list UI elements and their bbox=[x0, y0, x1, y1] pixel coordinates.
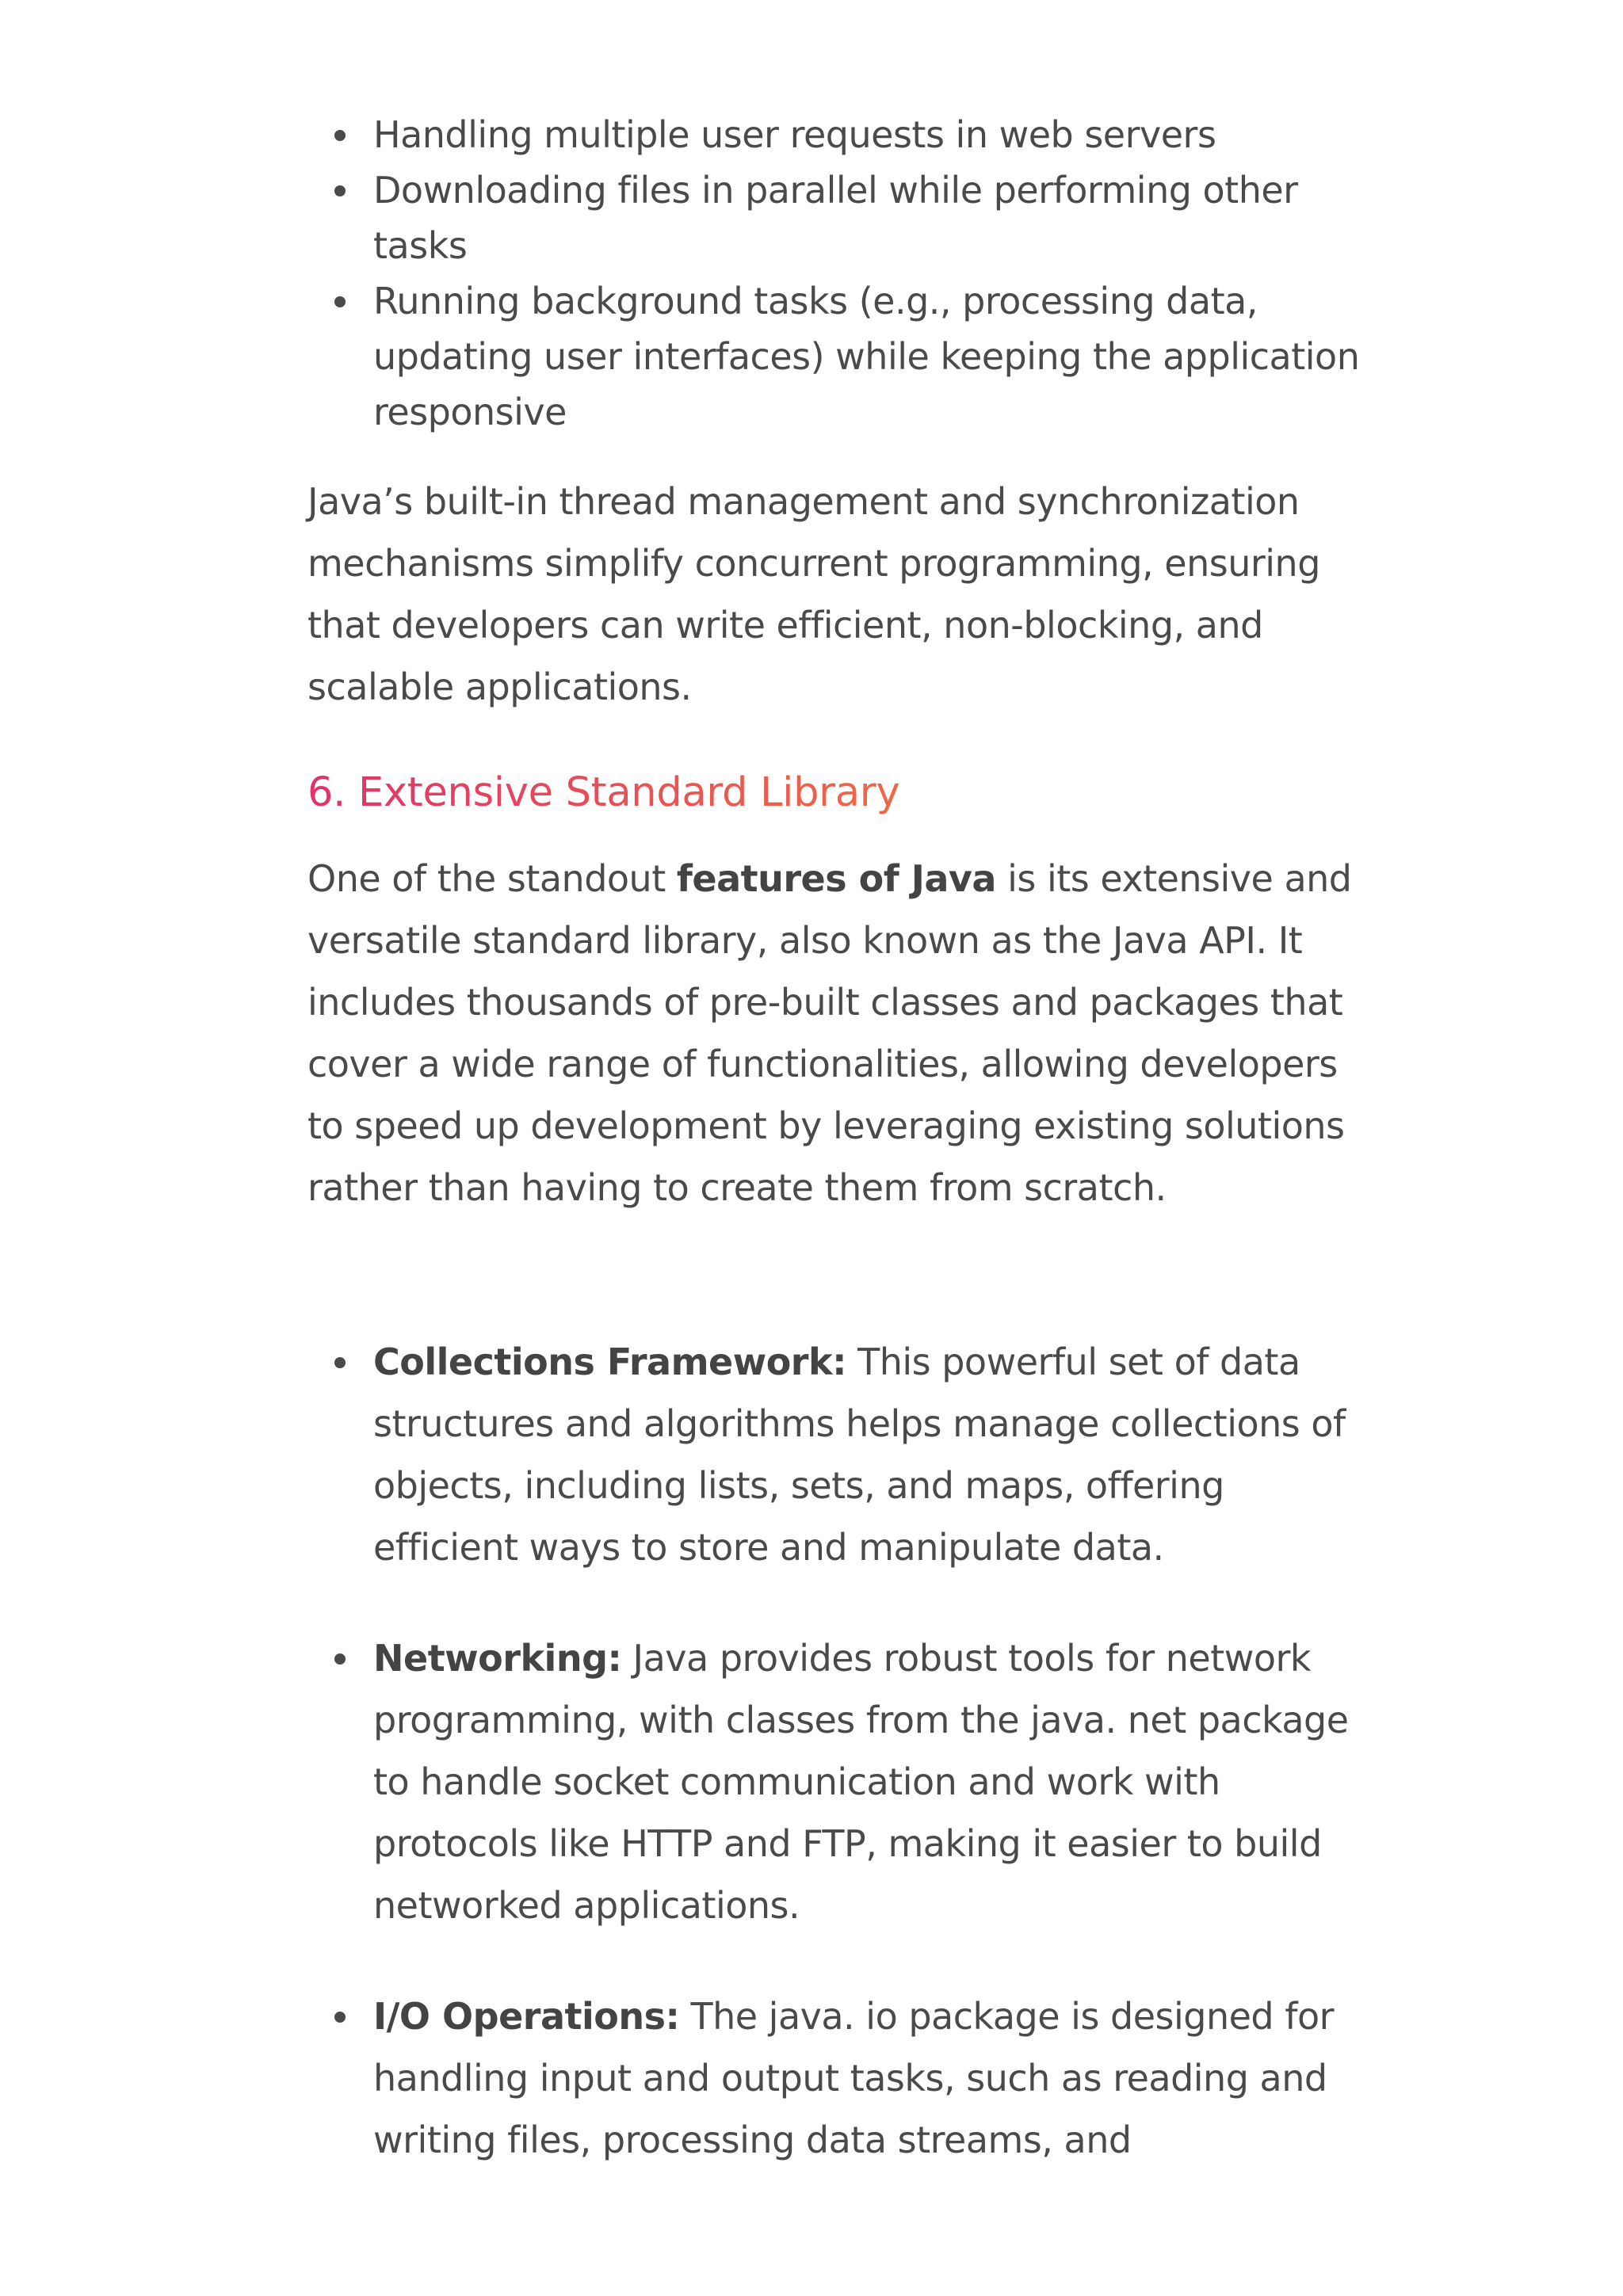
intro-text-start: One of the standout bbox=[307, 857, 677, 900]
feature-item-collections bbox=[307, 1331, 1369, 1578]
library-intro-paragraph bbox=[307, 848, 1369, 1219]
bullet-icon bbox=[334, 2012, 346, 2023]
intro-text-end: is its extensive and versatile standard library, also known as the Java API. It includes thousands of pre-built classes and packages that cover a wide range of functionalities, allowing developers to speed up development by leveraging existing solutions rather than having to create them from scratch. bbox=[307, 857, 1352, 1209]
list-item bbox=[307, 273, 1369, 440]
feature-term: I/O Operations: bbox=[373, 1995, 680, 2038]
use-case-list bbox=[307, 107, 1369, 440]
bullet-icon bbox=[334, 296, 346, 307]
section-heading: 6. Extensive Standard Library bbox=[307, 762, 899, 824]
list-item bbox=[307, 107, 1369, 162]
feature-description: This powerful set of data structures and algorithms helps manage collections of objects, including lists, sets, and maps, offering efficient ways to store and manipulate data. bbox=[373, 1341, 1346, 1569]
feature-description: The java. io package is designed for handling input and output tasks, such as reading and writing files, processing data streams, and bbox=[373, 1995, 1335, 2161]
list-item-text: Handling multiple user requests in web servers bbox=[373, 113, 1216, 156]
intro-bold-text: features of Java bbox=[676, 857, 996, 900]
concurrency-paragraph: Java’s built-in thread management and synchronization mechanisms simplify concurrent programming, ensuring that developers can write efficient, non-blocking, and scalable applications. bbox=[307, 480, 1320, 708]
list-item bbox=[307, 162, 1369, 273]
feature-term: Networking: bbox=[373, 1637, 622, 1680]
list-item-text: Downloading files in parallel while performing other tasks bbox=[373, 169, 1298, 267]
bullet-icon bbox=[334, 185, 346, 196]
bullet-icon bbox=[334, 130, 346, 141]
feature-item-networking bbox=[307, 1627, 1369, 1936]
feature-term: Collections Framework: bbox=[373, 1341, 846, 1383]
bullet-icon bbox=[334, 1653, 346, 1665]
bullet-icon bbox=[334, 1357, 346, 1368]
list-item-text: Running background tasks (e.g., processing data, updating user interfaces) while keeping the application responsive bbox=[373, 280, 1360, 433]
feature-description: Java provides robust tools for network programming, with classes from the java. net package to handle socket communication and work with protocols like HTTP and FTP, making it easier to build networked applications. bbox=[373, 1637, 1349, 1927]
feature-item-io bbox=[307, 1985, 1369, 2171]
library-feature-list bbox=[307, 1331, 1369, 2220]
